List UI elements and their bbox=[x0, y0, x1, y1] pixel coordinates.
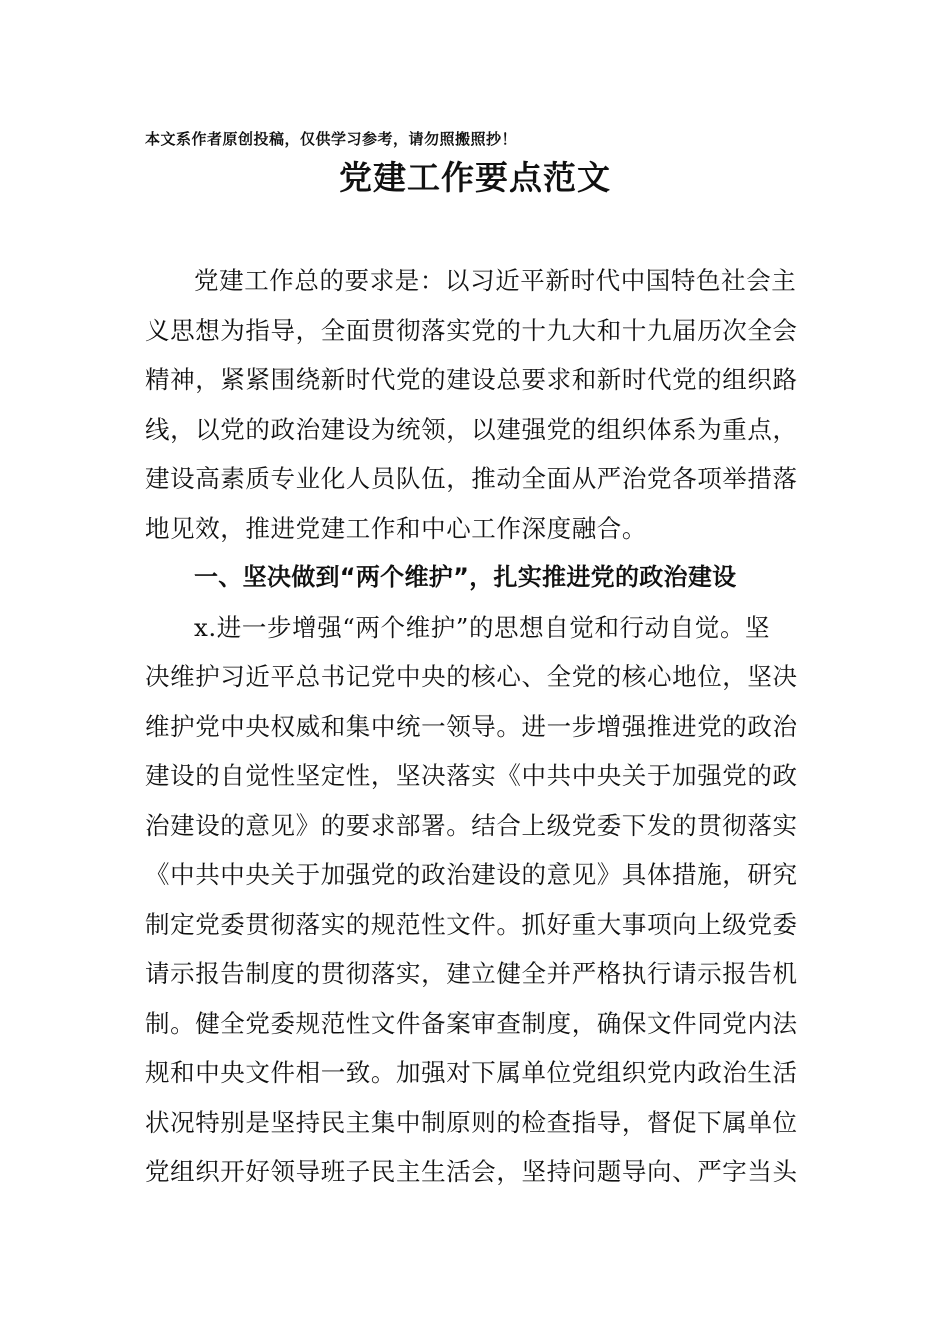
paragraph-line: x.进一步增强“两个维护”的思想自觉和行动自觉。坚 bbox=[194, 612, 771, 642]
paragraph-line: 党组织开好领导班子民主生活会，坚持问题导向、严字当头 bbox=[145, 1157, 798, 1186]
paragraph-line: 义思想为指导，全面贯彻落实党的十九大和十九届历次全会 bbox=[145, 315, 798, 345]
paragraph-line: 决维护习近平总书记党中央的核心、全党的核心地位，坚决 bbox=[145, 662, 798, 691]
paragraph-line: 建设高素质专业化人员队伍，推动全面从严治党各项举措落 bbox=[145, 464, 798, 493]
paragraph-line: 治建设的意见》的要求部署。结合上级党委下发的贯彻落实 bbox=[145, 810, 798, 840]
paragraph-line: 状况特别是坚持民主集中制原则的检查指导，督促下属单位 bbox=[145, 1107, 798, 1137]
page-title: 党建工作要点范文 bbox=[339, 158, 611, 197]
section-heading: 一、坚决做到“两个维护”，扎实推进党的政治建设 bbox=[194, 563, 737, 591]
copyright-notice: 本文系作者原创投稿，仅供学习参考，请勿照搬照抄！ bbox=[145, 130, 518, 148]
paragraph-line: 建设的自觉性坚定性，坚决落实《中共中央关于加强党的政 bbox=[145, 761, 798, 790]
paragraph-line: 地见效，推进党建工作和中心工作深度融合。 bbox=[145, 513, 647, 543]
paragraph-line: 线，以党的政治建设为统领，以建强党的组织体系为重点， bbox=[145, 414, 798, 444]
paragraph-line: 《中共中央关于加强党的政治建设的意见》具体措施，研究 bbox=[145, 860, 798, 889]
paragraph-line: 规和中央文件相一致。加强对下属单位党组织党内政治生活 bbox=[145, 1058, 798, 1087]
document-body bbox=[145, 256, 810, 1197]
paragraph-line: 请示报告制度的贯彻落实，建立健全并严格执行请示报告机 bbox=[145, 959, 798, 988]
paragraph-line: 制。健全党委规范性文件备案审查制度，确保文件同党内法 bbox=[145, 1008, 798, 1038]
paragraph-line: 党建工作总的要求是：以习近平新时代中国特色社会主 bbox=[194, 266, 797, 295]
paragraph-line: 制定党委贯彻落实的规范性文件。抓好重大事项向上级党委 bbox=[145, 909, 798, 939]
paragraph-line: 精神，紧紧围绕新时代党的建设总要求和新时代党的组织路 bbox=[145, 365, 798, 394]
paragraph-line: 维护党中央权威和集中统一领导。进一步增强推进党的政治 bbox=[145, 711, 798, 741]
